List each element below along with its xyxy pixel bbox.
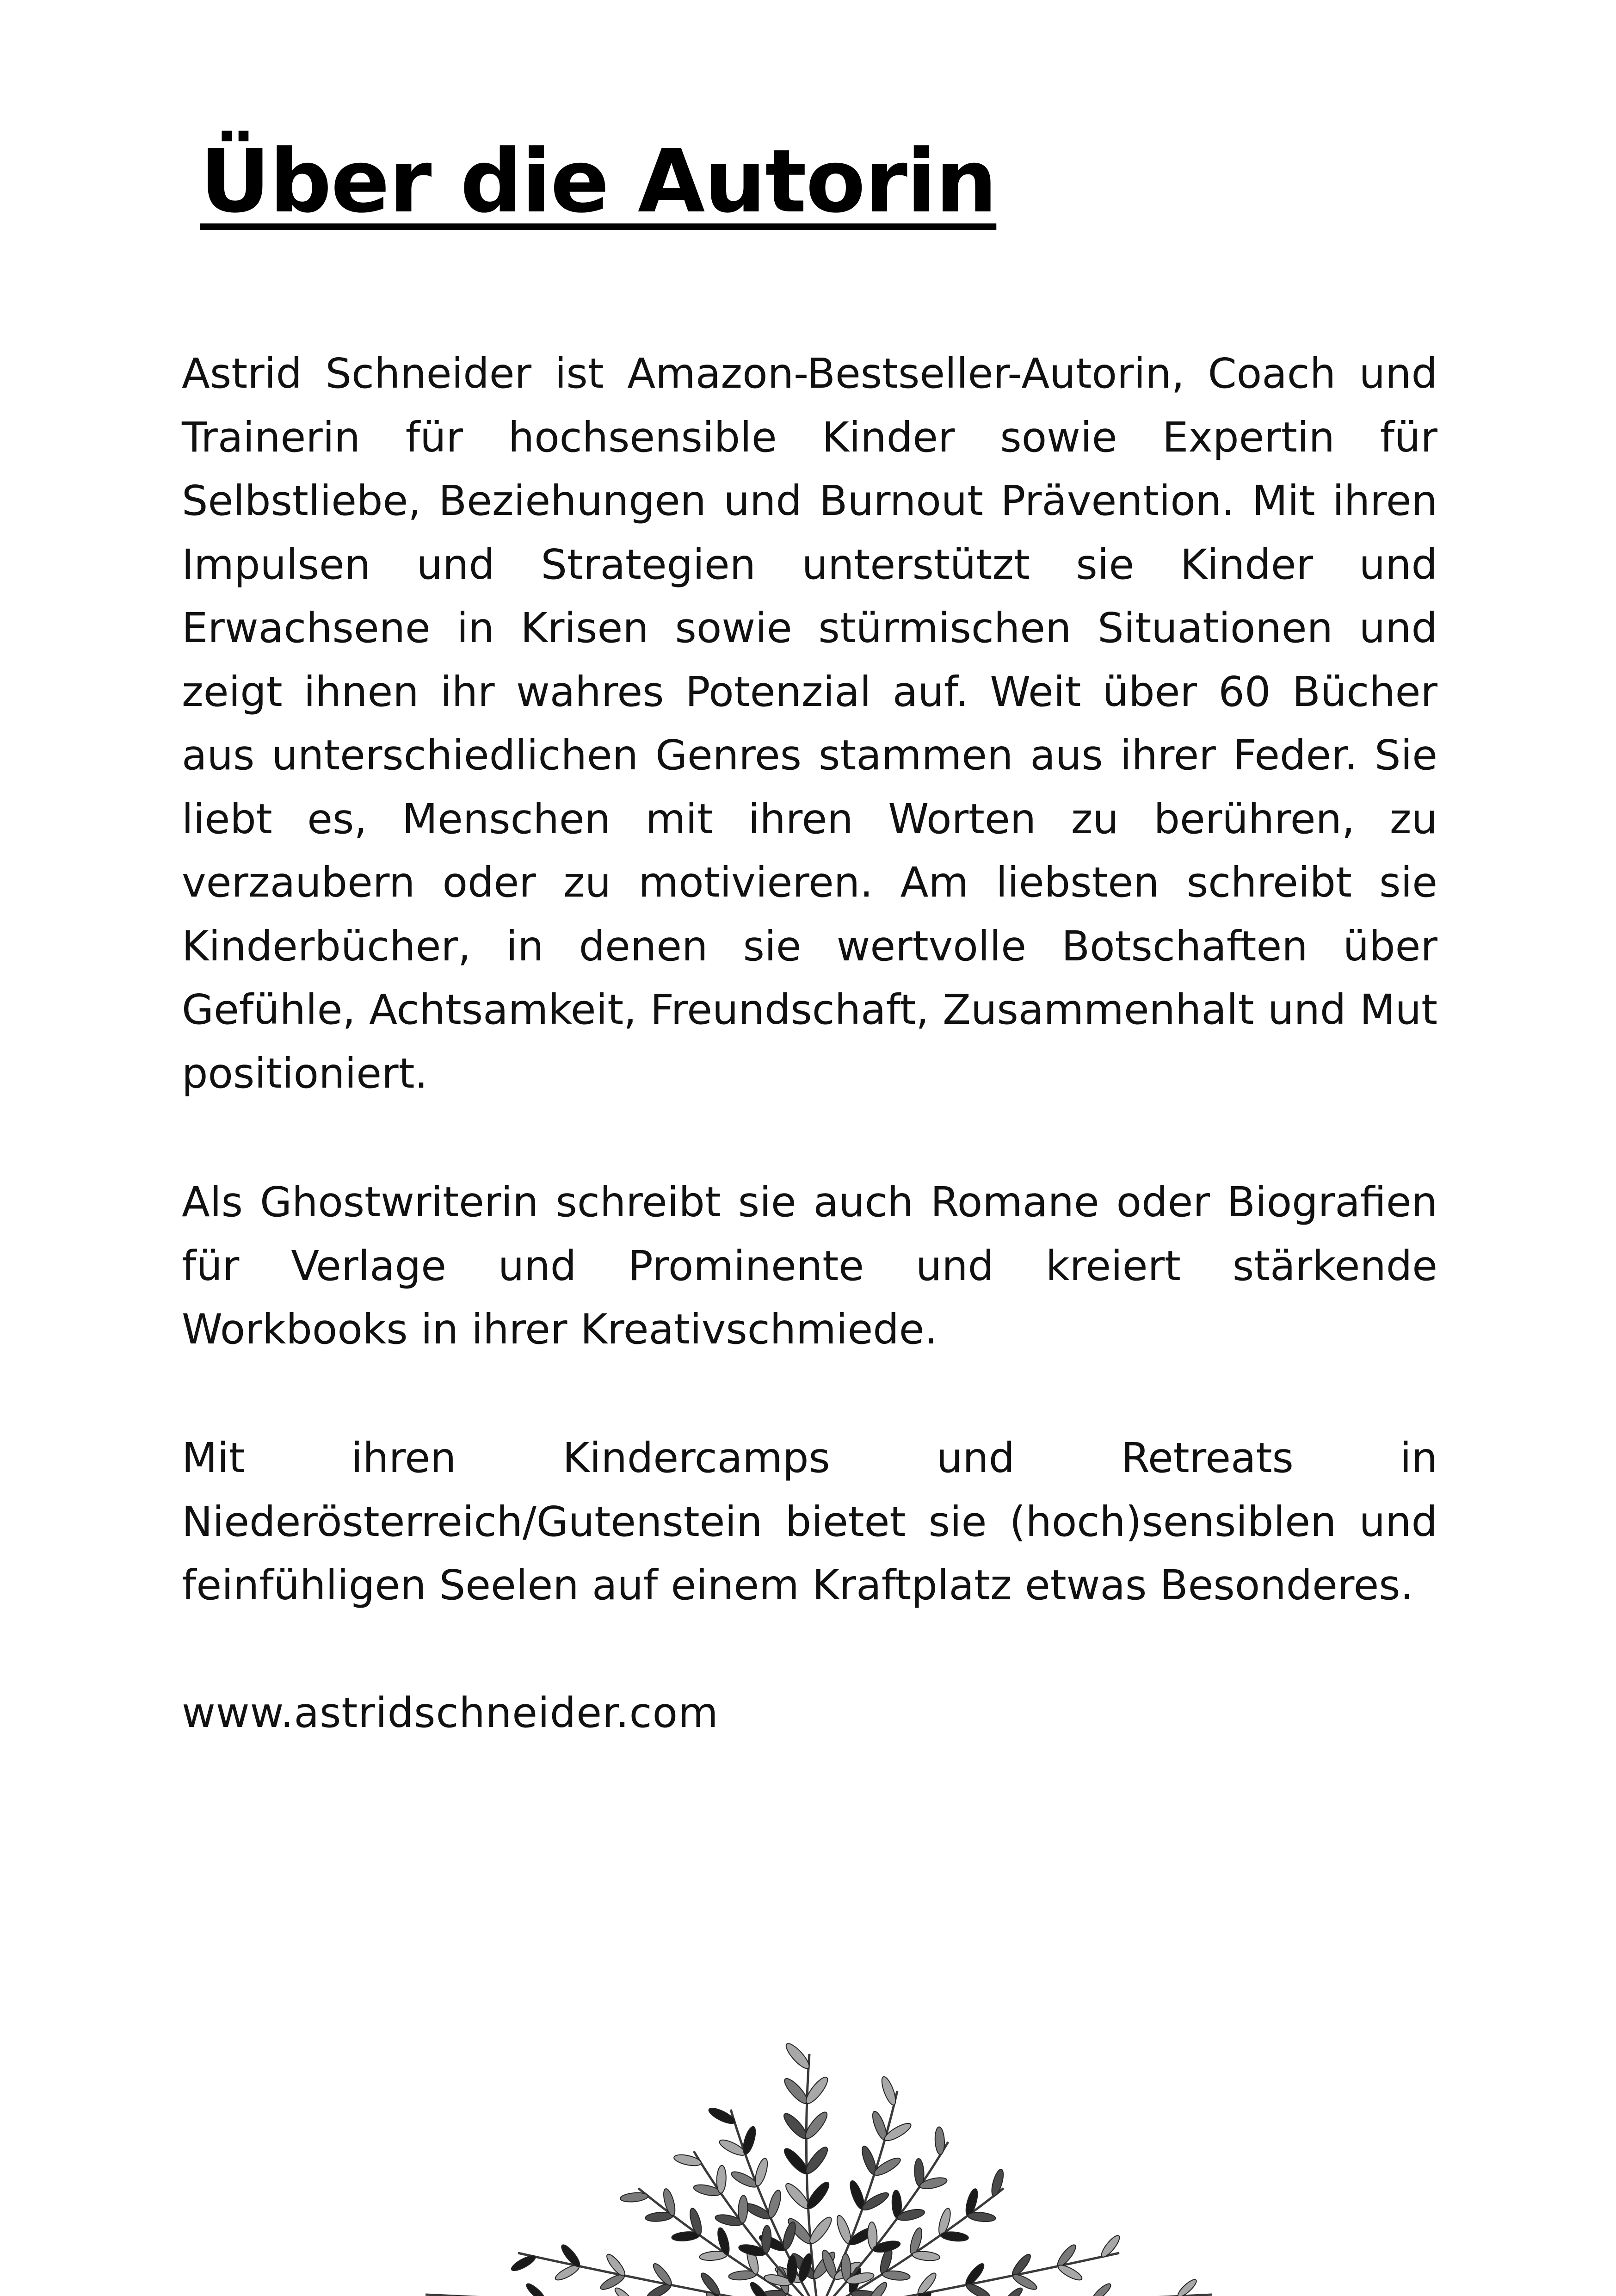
leaf [781,2221,798,2251]
leaf [1176,2277,1198,2296]
bio-paragraph-3-line-1: Mit ihren Kindercamps und Retreats in [182,1434,1437,1482]
leaf [1002,2286,1024,2296]
leaf [912,2250,940,2262]
leaf [1056,2263,1084,2283]
page-title: Über die Autorin [200,131,997,232]
leaf [1011,2272,1039,2292]
leaf [783,2041,812,2072]
leaf [882,2270,911,2281]
leaf [1090,2282,1113,2296]
leaf [761,2225,771,2253]
leaf [807,2215,834,2246]
website-link[interactable]: www.astridschneider.com [182,1689,719,1737]
leaf [989,2168,1005,2197]
leaf [766,2189,783,2219]
leaf [620,2191,648,2203]
bio-paragraph-3-rest: Niederösterreich/Gutenstein bietet sie (hoch)sensiblen und feinfühligen Seelen auf einem Kraftplatz etwas Besonderes. [182,1497,1437,1609]
leaf [940,2231,969,2242]
leaf [741,2125,758,2155]
leaf [510,2253,537,2273]
leaf [753,2157,770,2187]
leaf [613,2286,635,2296]
leaf [934,2127,945,2155]
leaf [673,2153,702,2167]
leaf [879,2075,898,2107]
leaf [716,2165,726,2193]
bio-paragraph-2: Als Ghostwriterin schreibt sie auch Romane oder Biografien für Verlage und Prominente und kreiert stärkende Workbooks in ihrer Kreativschmiede. [182,1178,1437,1353]
leaf-bouquet-icon [379,2036,1258,2296]
bio-paragraph-3 [182,1426,1437,1617]
leaf [968,2211,996,2223]
leaf [738,2195,748,2223]
leaf [524,2282,547,2296]
bio-paragraph-1: Astrid Schneider ist Amazon-Bestseller-Autorin, Coach und Trainerin für hochsensible Kinder sowie Expertin für Selbstliebe, Beziehungen und Burnout Prävention. Mit ihren Impulsen und Strategien unterstützt sie Kinder und Erwachsene in Krisen sowie stürmischen Situationen und zeigt ihnen ihr wahres Potenzial auf. Weit über 60 Bücher aus unterschiedlichen Genres stammen aus ihrer Feder. Sie liebt es, Menschen mit ihren Worten zu berühren, zu verzaubern oder zu motivieren. Am liebsten schreibt sie Kinderbücher, in denen sie wertvolle Botschaften über Gefühle, Achtsamkeit, Freundschaft, Zusammenhalt und Mut positioniert. [182,349,1437,1097]
